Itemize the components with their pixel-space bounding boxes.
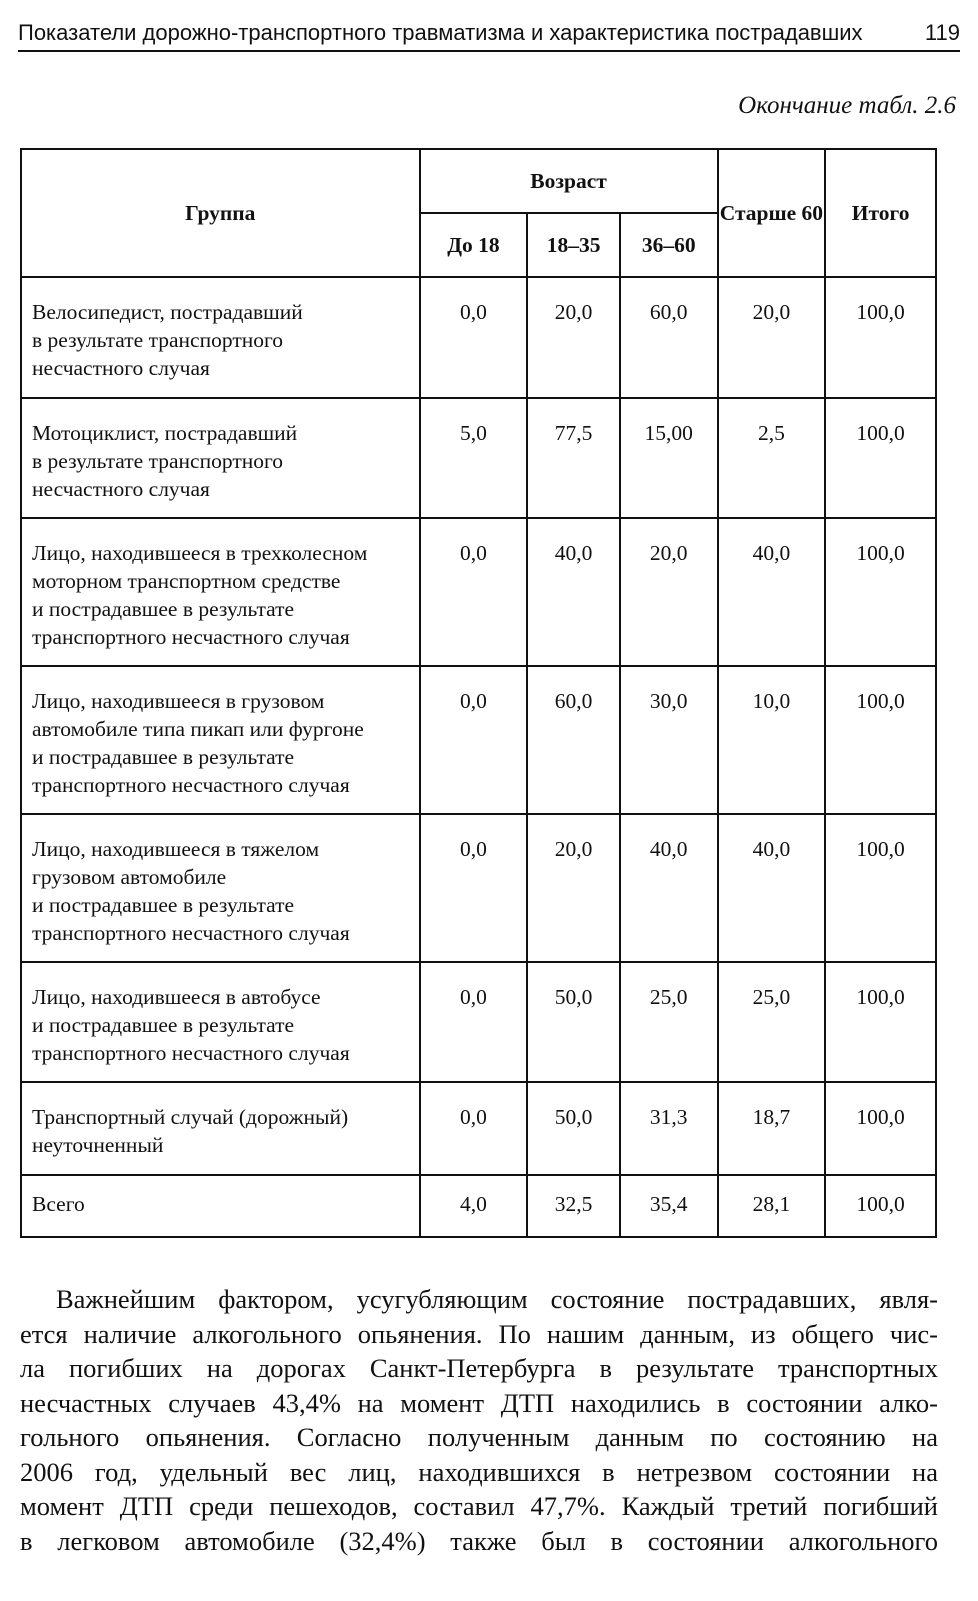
group-cell-line: Мотоциклист, пострадавший xyxy=(32,421,298,445)
value-cell: 100,0 xyxy=(825,277,936,398)
group-cell-line: несчастного случая xyxy=(32,477,210,501)
value-cell: 2,5 xyxy=(718,398,826,518)
group-cell-line: и пострадавшее в результате xyxy=(32,893,295,917)
value-cell: 100,0 xyxy=(825,814,936,962)
value-cell: 0,0 xyxy=(420,666,528,814)
group-cell-line: в результате транспортного xyxy=(32,449,284,473)
header-under18: До 18 xyxy=(420,213,528,277)
value-cell: 25,0 xyxy=(620,962,718,1082)
value-cell: 0,0 xyxy=(420,277,528,398)
value-cell: 40,0 xyxy=(718,518,826,666)
paragraph-line: момент ДТП среди пешеходов, составил 47,7%. Каждый третий погибший xyxy=(20,1491,938,1521)
group-cell-line: Транспортный случай (дорожный) xyxy=(32,1105,349,1129)
value-cell: 28,1 xyxy=(718,1175,826,1237)
header-over60: Старше 60 xyxy=(718,149,826,277)
group-cell-line: Лицо, находившееся в тяжелом xyxy=(32,837,320,861)
group-cell-line: Лицо, находившееся в трехколесном xyxy=(32,541,368,565)
value-cell: 20,0 xyxy=(527,814,620,962)
value-cell: 100,0 xyxy=(825,398,936,518)
group-cell-line: грузовом автомобиле xyxy=(32,865,227,889)
table-row xyxy=(21,1082,936,1175)
group-cell-line: Всего xyxy=(32,1192,85,1216)
table-row xyxy=(21,666,936,814)
value-cell: 60,0 xyxy=(527,666,620,814)
group-cell xyxy=(21,1175,420,1237)
group-cell-line: Лицо, находившееся в грузовом xyxy=(32,689,325,713)
value-cell: 100,0 xyxy=(825,518,936,666)
body-paragraph xyxy=(20,1282,938,1558)
group-cell-line: и пострадавшее в результате xyxy=(32,1013,295,1037)
paragraph-line: ется наличие алкогольного опьянения. По нашим данным, из общего чис- xyxy=(20,1318,938,1349)
table-row xyxy=(21,814,936,962)
value-cell: 35,4 xyxy=(620,1175,718,1237)
value-cell: 31,3 xyxy=(620,1082,718,1175)
group-cell-line: в результате транспортного xyxy=(32,328,284,352)
running-header xyxy=(18,14,960,52)
value-cell: 20,0 xyxy=(527,277,620,398)
value-cell: 4,0 xyxy=(420,1175,528,1237)
group-cell xyxy=(21,1082,420,1175)
group-cell-line: и пострадавшее в результате xyxy=(32,597,295,621)
table-row xyxy=(21,1175,936,1237)
group-cell-line: Велосипедист, пострадавший xyxy=(32,300,303,324)
group-cell-line: Лицо, находившееся в автобусе xyxy=(32,985,321,1009)
group-cell-line: транспортного несчастного случая xyxy=(32,1041,350,1065)
header-age: Возраст xyxy=(420,149,718,213)
table-row xyxy=(21,518,936,666)
value-cell: 0,0 xyxy=(420,518,528,666)
value-cell: 40,0 xyxy=(620,814,718,962)
group-cell-line: транспортного несчастного случая xyxy=(32,625,350,649)
group-cell-line: и пострадавшее в результате xyxy=(32,745,295,769)
table-row xyxy=(21,398,936,518)
group-cell xyxy=(21,962,420,1082)
header-total: Итого xyxy=(825,149,936,277)
value-cell: 32,5 xyxy=(527,1175,620,1237)
data-table xyxy=(20,148,937,1238)
group-cell-line: автомобиле типа пикап или фургоне xyxy=(32,717,364,741)
value-cell: 10,0 xyxy=(718,666,826,814)
value-cell: 0,0 xyxy=(420,962,528,1082)
group-cell xyxy=(21,518,420,666)
group-cell-line: неуточненный xyxy=(32,1133,164,1157)
group-cell xyxy=(21,398,420,518)
paragraph-line: несчастных случаев 43,4% на момент ДТП находились в состоянии алко- xyxy=(20,1387,938,1418)
paragraph-line: 2006 год, удельный вес лиц, находившихся в нетрезвом состоянии на xyxy=(20,1456,938,1487)
group-cell-line: несчастного случая xyxy=(32,356,210,380)
header-36-60: 36–60 xyxy=(620,213,718,277)
table-caption: Окончание табл. 2.6 xyxy=(738,92,956,119)
table-row xyxy=(21,277,936,398)
value-cell: 100,0 xyxy=(825,962,936,1082)
group-cell-line: моторном транспортном средстве xyxy=(32,569,341,593)
value-cell: 15,00 xyxy=(620,398,718,518)
header-group: Группа xyxy=(21,149,420,277)
value-cell: 40,0 xyxy=(527,518,620,666)
group-cell xyxy=(21,277,420,398)
value-cell: 50,0 xyxy=(527,1082,620,1175)
paragraph-line: гольного опьянения. Согласно полученным данным по состоянию на xyxy=(20,1422,938,1452)
paragraph-line: ла погибших на дорогах Санкт-Петербурга в результате транспортных xyxy=(20,1353,938,1383)
value-cell: 100,0 xyxy=(825,1082,936,1175)
value-cell: 40,0 xyxy=(718,814,826,962)
value-cell: 18,7 xyxy=(718,1082,826,1175)
running-title: Показатели дорожно-транспортного травматизма и характеристика пострадавших xyxy=(18,20,863,45)
value-cell: 50,0 xyxy=(527,962,620,1082)
page-number: 119 xyxy=(924,20,960,45)
value-cell: 30,0 xyxy=(620,666,718,814)
value-cell: 100,0 xyxy=(825,1175,936,1237)
paragraph-line: в легковом автомобиле (32,4%) также был в состоянии алкогольного xyxy=(20,1525,938,1556)
group-cell xyxy=(21,666,420,814)
value-cell: 5,0 xyxy=(420,398,528,518)
value-cell: 25,0 xyxy=(718,962,826,1082)
paragraph-line: Важнейшим фактором, усугубляющим состояние пострадавших, явля- xyxy=(56,1284,938,1314)
value-cell: 100,0 xyxy=(825,666,936,814)
group-cell-line: транспортного несчастного случая xyxy=(32,921,350,945)
group-cell-line: транспортного несчастного случая xyxy=(32,773,350,797)
value-cell: 0,0 xyxy=(420,1082,528,1175)
value-cell: 60,0 xyxy=(620,277,718,398)
group-cell xyxy=(21,814,420,962)
value-cell: 0,0 xyxy=(420,814,528,962)
header-18-35: 18–35 xyxy=(527,213,620,277)
table-row xyxy=(21,962,936,1082)
value-cell: 77,5 xyxy=(527,398,620,518)
value-cell: 20,0 xyxy=(620,518,718,666)
value-cell: 20,0 xyxy=(718,277,826,398)
